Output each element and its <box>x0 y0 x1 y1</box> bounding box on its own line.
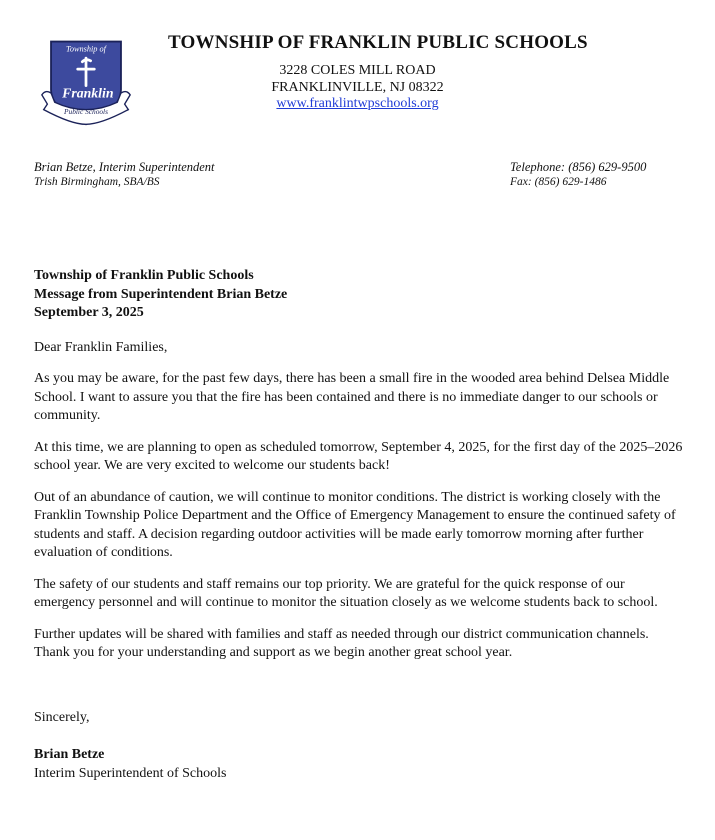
logo-top-text: Township of <box>66 44 106 54</box>
salutation: Dear Franklin Families, <box>34 339 168 355</box>
heading-line: Township of Franklin Public Schools <box>34 268 254 283</box>
superintendent-line: Brian Betze, Interim Superintendent <box>34 160 215 174</box>
heading-line: September 3, 2025 <box>34 305 144 320</box>
contact-numbers <box>510 160 646 190</box>
org-title: TOWNSHIP OF FRANKLIN PUBLIC SCHOOLS <box>168 32 588 53</box>
heading-line: Message from Superintendent Brian Betze <box>34 286 288 302</box>
closing-line: Sincerely, <box>34 709 90 725</box>
staff-names <box>34 160 215 190</box>
logo-banner-text: Public Schools <box>64 107 108 117</box>
signer-title: Interim Superintendent of Schools <box>34 765 227 781</box>
body-paragraph: The safety of our students and staff remains our top priority. We are grateful for the quick response of our emergency personnel and will continue to monitor the situation closely as we welcome students back to school. <box>34 576 658 610</box>
business-admin-line: Trish Birmingham, SBA/BS <box>34 176 160 188</box>
address-line-1: 3228 COLES MILL ROAD <box>279 63 436 78</box>
telephone-line: Telephone: (856) 629-9500 <box>510 160 647 174</box>
body-paragraph: Out of an abundance of caution, we will continue to monitor conditions. The district is working closely with the Franklin Township Police Department and the Office of Emergency Management to ensure the continued safety of students and staff. A decision regarding outdoor activities will be made early tomorrow morning after further evaluation of conditions. <box>34 489 676 560</box>
signer-name: Brian Betze <box>34 747 105 762</box>
closing-block <box>34 709 684 784</box>
fax-line: Fax: (856) 629-1486 <box>510 176 607 188</box>
logo-center-text: Franklin <box>62 85 114 101</box>
letter-heading <box>34 267 684 323</box>
address-block <box>230 63 485 113</box>
website-link[interactable]: www.franklintwpschools.org <box>276 96 439 111</box>
body-paragraph: As you may be aware, for the past few days, there has been a small fire in the wooded area behind Delsea Middle School. I want to assure you that the fire has been contained and there is no immediate danger to our schools or community. <box>34 371 670 423</box>
body-paragraph: Further updates will be shared with families and staff as needed through our district communication channels. Thank you for your understanding and support as we begin another great school year. <box>34 626 649 660</box>
letter-body <box>34 267 684 783</box>
body-paragraph: At this time, we are planning to open as scheduled tomorrow, September 4, 2025, for the first day of the 2025–2026 school year. We are very excited to welcome our students back! <box>34 439 683 473</box>
address-line-2: FRANKLINVILLE, NJ 08322 <box>271 79 444 95</box>
district-logo <box>40 36 132 128</box>
